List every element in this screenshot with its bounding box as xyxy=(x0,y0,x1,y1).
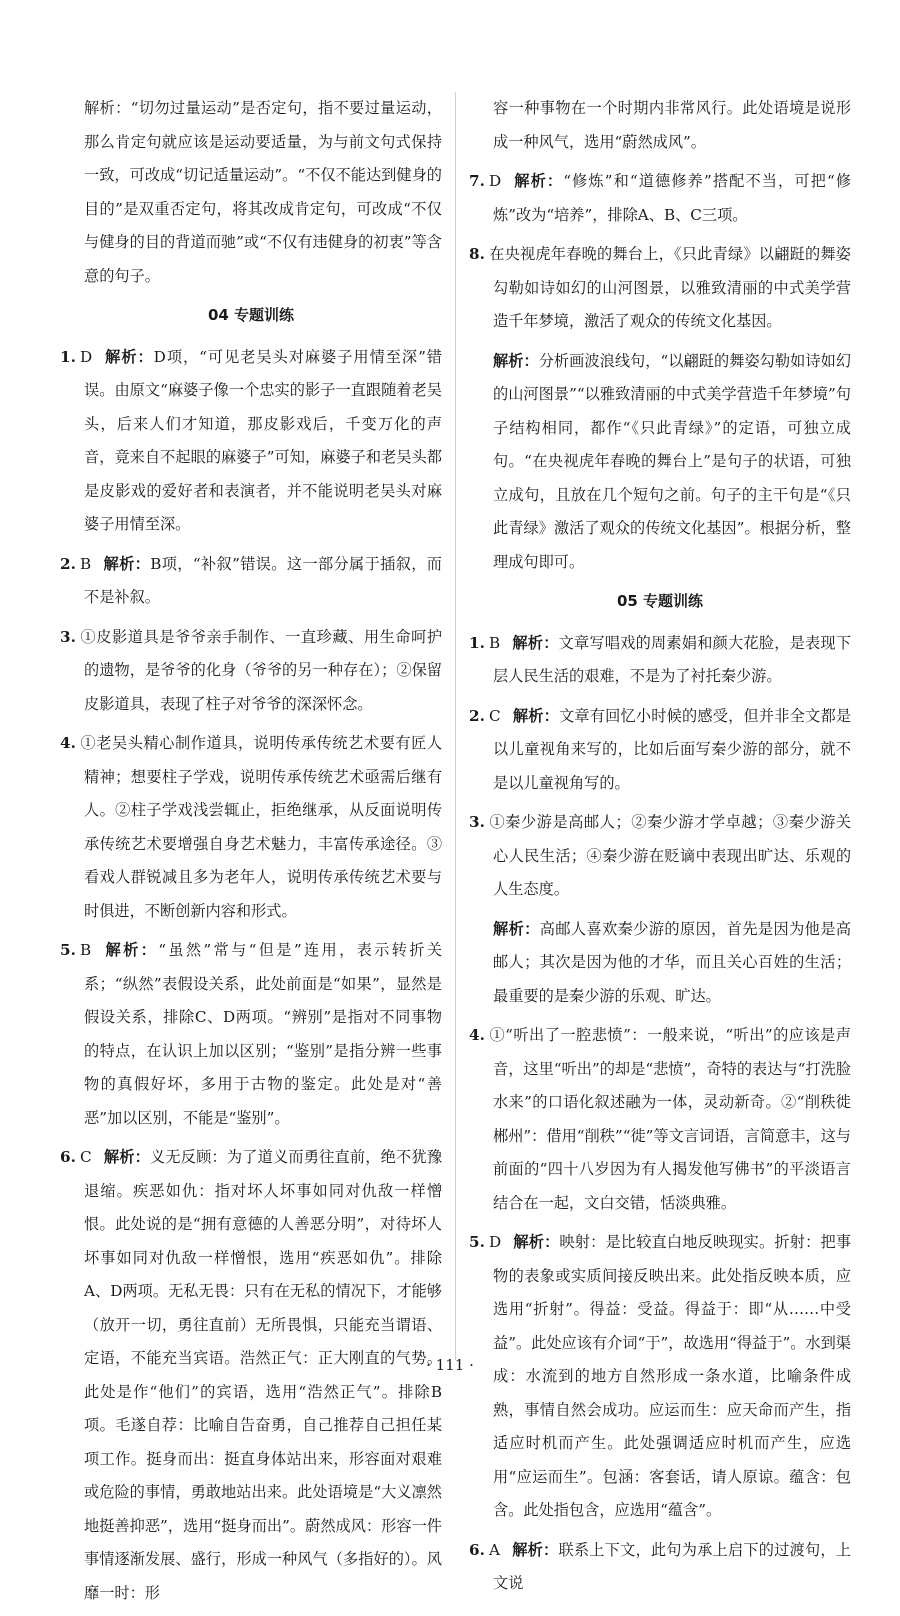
right-column xyxy=(469,92,851,1607)
item-number: 3. xyxy=(60,627,76,646)
answer-item-5 xyxy=(60,934,442,1135)
answer-text: ①老吴头精心制作道具，说明传承传统艺术要有匠人精神；想要柱子学戏，说明传承传统艺术亟需后继有人。②柱子学戏浅尝辄止，拒绝继承，从反面说明传承传统艺术要增强自身艺术魅力，丰富传承途径。③看戏人群锐减且多为老年人，说明传承传统艺术要与时俱进，不断创新内容和形式。 xyxy=(80,734,442,920)
item-number: 4. xyxy=(60,734,76,752)
answer-letter: C xyxy=(80,1148,92,1166)
answer-item-2 xyxy=(60,548,442,615)
answer-item-6 xyxy=(60,1141,442,1610)
analysis-label: 解析： xyxy=(512,706,559,725)
page-number: · 111 · xyxy=(426,1356,474,1374)
item-number: 6. xyxy=(60,1148,76,1166)
answer-item-05-5 xyxy=(469,1226,851,1528)
analysis-paragraph xyxy=(60,92,442,293)
answer-item-4 xyxy=(60,727,442,928)
answer-item-8-analysis xyxy=(469,345,851,580)
analysis-text: 解析：“切勿过量运动”是否定句，指不要过量运动，那么肯定句就应该是运动要适量，为与前文句式保持一致，可改成“切记适量运动”。“不仅不能达到健身的目的”是双重否定句，将其改成肯定句，可改成“不仅与健身的目的背道而驰”或“不仅有违健身的初衷”等含意的句子。 xyxy=(84,99,442,285)
analysis-text: 分析画波浪线句，“以翩跹的舞姿勾勒如诗如幻的山河图景”“以雅致清丽的中式美学营造千年梦境”句子结构相同，都作“《只此青绿》”的定语，可独立成句。“在央视虎年春晚的舞台上”是句子的状语，可独立成句，且放在几个短句之前。句子的主干句是“《只此青绿》激活了观众的传统文化基因”。根据分析，整理成句即可。 xyxy=(493,351,852,571)
analysis-text: 高邮人喜欢秦少游的原因，首先是因为他是高邮人；其次是因为他的才华，而且关心百姓的生活；最重要的是秦少游的乐观、旷达。 xyxy=(493,919,852,1005)
answer-letter: B xyxy=(80,554,92,573)
answer-text: D项，“可见老吴头对麻婆子用情至深”错误。由原文“麻婆子像一个忠实的影子一直跟随着老吴头，后来人们才知道，那皮影戏后，千变万化的声音，竟来自不起眼的麻婆子”可知，麻婆子和老吴头都是皮影戏的爱好者和表演者，并不能说明老吴头对麻婆子用情至深。 xyxy=(84,347,442,533)
analysis-label: 解析： xyxy=(103,941,159,959)
answer-item-05-2 xyxy=(469,700,851,801)
analysis-label: 解析： xyxy=(511,1540,559,1559)
answer-letter: C xyxy=(489,706,501,725)
item-number: 2. xyxy=(469,706,485,725)
answer-item-05-1 xyxy=(469,627,851,694)
left-column xyxy=(60,92,442,1616)
answer-letter: B xyxy=(80,941,92,959)
section-heading-05: 05 专题训练 xyxy=(616,592,704,610)
analysis-label: 解析： xyxy=(103,1148,150,1166)
answer-text: ①皮影道具是爷爷亲手制作、一直珍藏、用生命呵护的遗物，是爷爷的化身（爷爷的另一种存在）；②保留皮影道具，表现了柱子对爷爷的深深怀念。 xyxy=(80,627,442,713)
item-number: 6. xyxy=(469,1540,485,1559)
answer-text: “虽然”常与“但是”连用，表示转折关系；“纵然”表假设关系，此处前面是“如果”，显然是假设关系，排除C、D两项。“辨别”是指对不同事物的特点，在认识上加以区别；“鉴别”是指分辨一些事物的真假好坏，多用于古物的鉴定。此处是对“善恶”加以区别，不能是“鉴别”。 xyxy=(84,941,443,1127)
answer-text: 在央视虎年春晚的舞台上，《只此青绿》以翩跹的舞姿勾勒如诗如幻的山河图景，以雅致清丽的中式美学营造千年梦境，激活了观众的传统文化基因。 xyxy=(489,245,851,330)
answer-item-8 xyxy=(469,238,851,339)
analysis-label: 解析： xyxy=(493,351,539,370)
section-heading-04: 04 专题训练 xyxy=(207,306,295,324)
answer-letter: B xyxy=(489,633,501,652)
answer-item-1 xyxy=(60,341,442,542)
column-divider xyxy=(455,92,456,1360)
analysis-label: 解析： xyxy=(512,633,559,652)
answer-letter: D xyxy=(489,172,502,190)
item-number: 7. xyxy=(469,172,485,190)
answer-item-3 xyxy=(60,621,442,722)
answer-item-05-6 xyxy=(469,1534,851,1601)
item-number: 8. xyxy=(469,245,485,263)
continued-paragraph xyxy=(469,92,851,159)
answer-letter: A xyxy=(489,1540,500,1559)
analysis-label: 解析： xyxy=(513,1233,560,1251)
answer-text: B项，“补叙”错误。这一部分属于插叙，而不是补叙。 xyxy=(84,554,442,606)
continued-text: 容一种事物在一个时期内非常风行。此处语境是说形成一种风气，选用“蔚然成风”。 xyxy=(493,99,851,151)
item-number: 1. xyxy=(60,347,76,366)
item-number: 3. xyxy=(469,813,485,831)
answer-letter: D xyxy=(80,347,93,366)
item-number: 2. xyxy=(60,554,76,573)
answer-item-05-4 xyxy=(469,1019,851,1220)
answer-item-7 xyxy=(469,165,851,232)
answer-text: 联系上下文，此句为承上启下的过渡句，上文说 xyxy=(493,1540,852,1592)
item-number: 4. xyxy=(469,1026,485,1044)
answer-text: 文章写唱戏的周素娟和颜大花脸，是表现下层人民生活的艰难，不是为了衬托秦少游。 xyxy=(493,633,852,685)
answer-text: 文章有回忆小时候的感受，但并非全文都是以儿童视角来写的，比如后面写秦少游的部分，就不是以儿童视角写的。 xyxy=(493,706,852,792)
answer-text: ①“听出了一腔悲愤”：一般来说，“听出”的应该是声音，这里“听出”的却是“悲愤”，奇特的表达与“打洗脸水来”的口语化叙述融为一体，灵动新奇。②“削秩徙郴州”：借用“削秩”“徙”等文言词语，言简意丰，这与前面的“四十八岁因为有人揭发他写佛书”的平淡语言结合在一起，文白交错，恬淡典雅。 xyxy=(489,1026,851,1212)
item-number: 5. xyxy=(469,1233,485,1251)
answer-text: ①秦少游是高邮人；②秦少游才学卓越；③秦少游关心人民生活；④秦少游在贬谪中表现出旷达、乐观的人生态度。 xyxy=(489,813,851,898)
answer-letter: D xyxy=(489,1233,502,1251)
analysis-label: 解析： xyxy=(493,919,540,938)
analysis-label: 解析： xyxy=(104,347,154,366)
answer-text: 映射：是比较直白地反映现实。折射：把事物的表象或实质间接反映出来。此处指反映本质，应选用“折射”。得益：受益。得益于：即“从……中受益”。此处应该有介词“于”，故选用“得益于”。水到渠成：水流到的地方自然形成一条水道，比喻条件成熟，事情自然会成功。应运而生：应天命而产生，指适应时机而产生。此处强调适应时机而产生，应选用“应运而生”。包涵：客套话，请人原谅。蕴含：包含。此处指包含，应选用“蕴含”。 xyxy=(493,1233,852,1519)
analysis-label: 解析： xyxy=(513,172,564,190)
item-number: 1. xyxy=(469,633,485,652)
answer-text: 义无反顾：为了道义而勇往直前，绝不犹豫退缩。疾恶如仇：指对坏人坏事如同对仇敌一样憎恨。此处说的是“拥有意德的人善恶分明”，对待坏人坏事如同对仇敌一样憎恨，选用“疾恶如仇”。排除A、D两项。无私无畏：只有在无私的情况下，才能够（放开一切，勇往直前）无所畏惧，只能充当谓语、定语，不能充当宾语。浩然正气：正大刚直的气势。此处是作“他们”的宾语，选用“浩然正气”。排除B项。毛遂自荐：比喻自告奋勇，自己推荐自己担任某项工作。挺身而出：挺直身体站出来，形容面对艰难或危险的事情，勇敢地站出来。此处语境是“大义凛然地挺善抑恶”，选用“挺身而出”。蔚然成风：形容一件事情逐渐发展、盛行，形成一种风气（多指好的）。风靡一时：形 xyxy=(84,1148,443,1602)
answer-text: “修炼”和“道德修养”搭配不当，可把“修炼”改为“培养”，排除A、B、C三项。 xyxy=(493,172,852,224)
answer-item-05-3 xyxy=(469,806,851,907)
analysis-label: 解析： xyxy=(103,554,151,573)
answer-item-05-3-analysis xyxy=(469,913,851,1014)
item-number: 5. xyxy=(60,941,76,959)
